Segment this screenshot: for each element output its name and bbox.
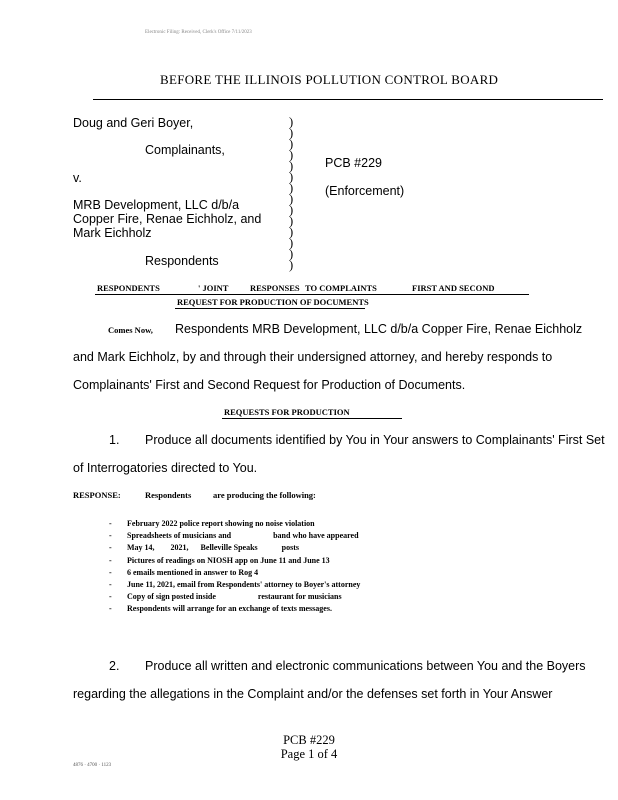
request-2-number: 2. xyxy=(109,659,120,673)
complainants-label: Complainants, xyxy=(145,143,225,157)
requests-heading: REQUESTS FOR PRODUCTION xyxy=(224,407,350,417)
intro-line-3: Complainants' First and Second Request for Production of Documents. xyxy=(73,378,466,392)
title-part-joint: ' JOINT xyxy=(198,283,229,293)
title-line-2: REQUEST FOR PRODUCTION OF DOCUMENTS xyxy=(177,297,369,307)
response-producing: are producing the following: xyxy=(213,490,316,500)
requests-heading-underline xyxy=(222,418,402,419)
intro-line-1: Respondents MRB Development, LLC d/b/a Copper Fire, Renae Eichholz xyxy=(175,322,583,336)
case-number: PCB #229 xyxy=(325,156,382,170)
respondents-label: Respondents xyxy=(145,254,219,268)
list-item: - Pictures of readings on NIOSH app on June 11 and June 13 xyxy=(109,555,330,565)
list-item: - May 14, 2021, Belleville Speaks posts xyxy=(109,543,300,553)
request-1-line-1: Produce all documents identified by You in Your answers to Complainants' First Set xyxy=(145,433,605,447)
comes-now: Comes Now, xyxy=(108,325,153,335)
footer-doc-codes: 4876 · 4700 · 1123 xyxy=(73,763,112,768)
case-type: (Enforcement) xyxy=(325,184,405,198)
title-underline-2 xyxy=(175,308,365,309)
title-part-respondents: RESPONDENTS xyxy=(97,283,160,293)
request-2-line-2: regarding the allegations in the Complaint and/or the defenses set forth in Your Answer xyxy=(73,687,553,701)
footer-case-number: PCB #229 xyxy=(283,733,335,747)
respondent-line-2: Copper Fire, Renae Eichholz, and xyxy=(73,212,262,226)
footer-page-number: Page 1 of 4 xyxy=(280,747,338,761)
title-part-responses: RESPONSES xyxy=(250,283,300,293)
list-item: - Spreadsheets of musicians and band who have appeared xyxy=(109,531,359,541)
list-item: - February 2022 police report showing no noise violation xyxy=(109,519,315,528)
caption-parentheses: ) ) ) ) ) ) ) ) ) ) ) ) ) ) xyxy=(289,115,294,272)
list-item: - June 11, 2021, email from Respondents' attorney to Boyer's attorney xyxy=(109,580,361,590)
request-2-line-1: Produce all written and electronic communications between You and the Boyers xyxy=(145,659,586,673)
intro-line-2: and Mark Eichholz, by and through their undersigned attorney, and hereby responds to xyxy=(73,350,553,364)
versus: v. xyxy=(73,171,82,185)
respondent-line-3: Mark Eichholz xyxy=(73,226,152,240)
request-1-line-2: of Interrogatories directed to You. xyxy=(73,461,258,475)
list-item: - Respondents will arrange for an exchange of texts messages. xyxy=(109,604,332,614)
response-respondents: Respondents xyxy=(145,490,192,500)
list-item: - Copy of sign posted inside restaurant for musicians xyxy=(109,592,342,602)
response-label: RESPONSE: xyxy=(73,490,121,500)
complainants-names: Doug and Geri Boyer, xyxy=(73,116,194,130)
filing-stamp: Electronic Filing: Received, Clerk's Office 7/11/2023 xyxy=(145,30,252,35)
title-rule xyxy=(93,99,603,100)
respondent-line-1: MRB Development, LLC d/b/a xyxy=(73,198,240,212)
title-underline-1 xyxy=(95,294,529,295)
list-item: - 6 emails mentioned in answer to Rog 4 xyxy=(109,567,259,577)
title-part-first-second: FIRST AND SECOND xyxy=(412,283,495,293)
request-1-number: 1. xyxy=(109,433,120,447)
board-title: BEFORE THE ILLINOIS POLLUTION CONTROL BOARD xyxy=(160,72,499,87)
response-list xyxy=(109,518,360,616)
title-part-to-complaints: TO COMPLAINTS xyxy=(305,283,377,293)
